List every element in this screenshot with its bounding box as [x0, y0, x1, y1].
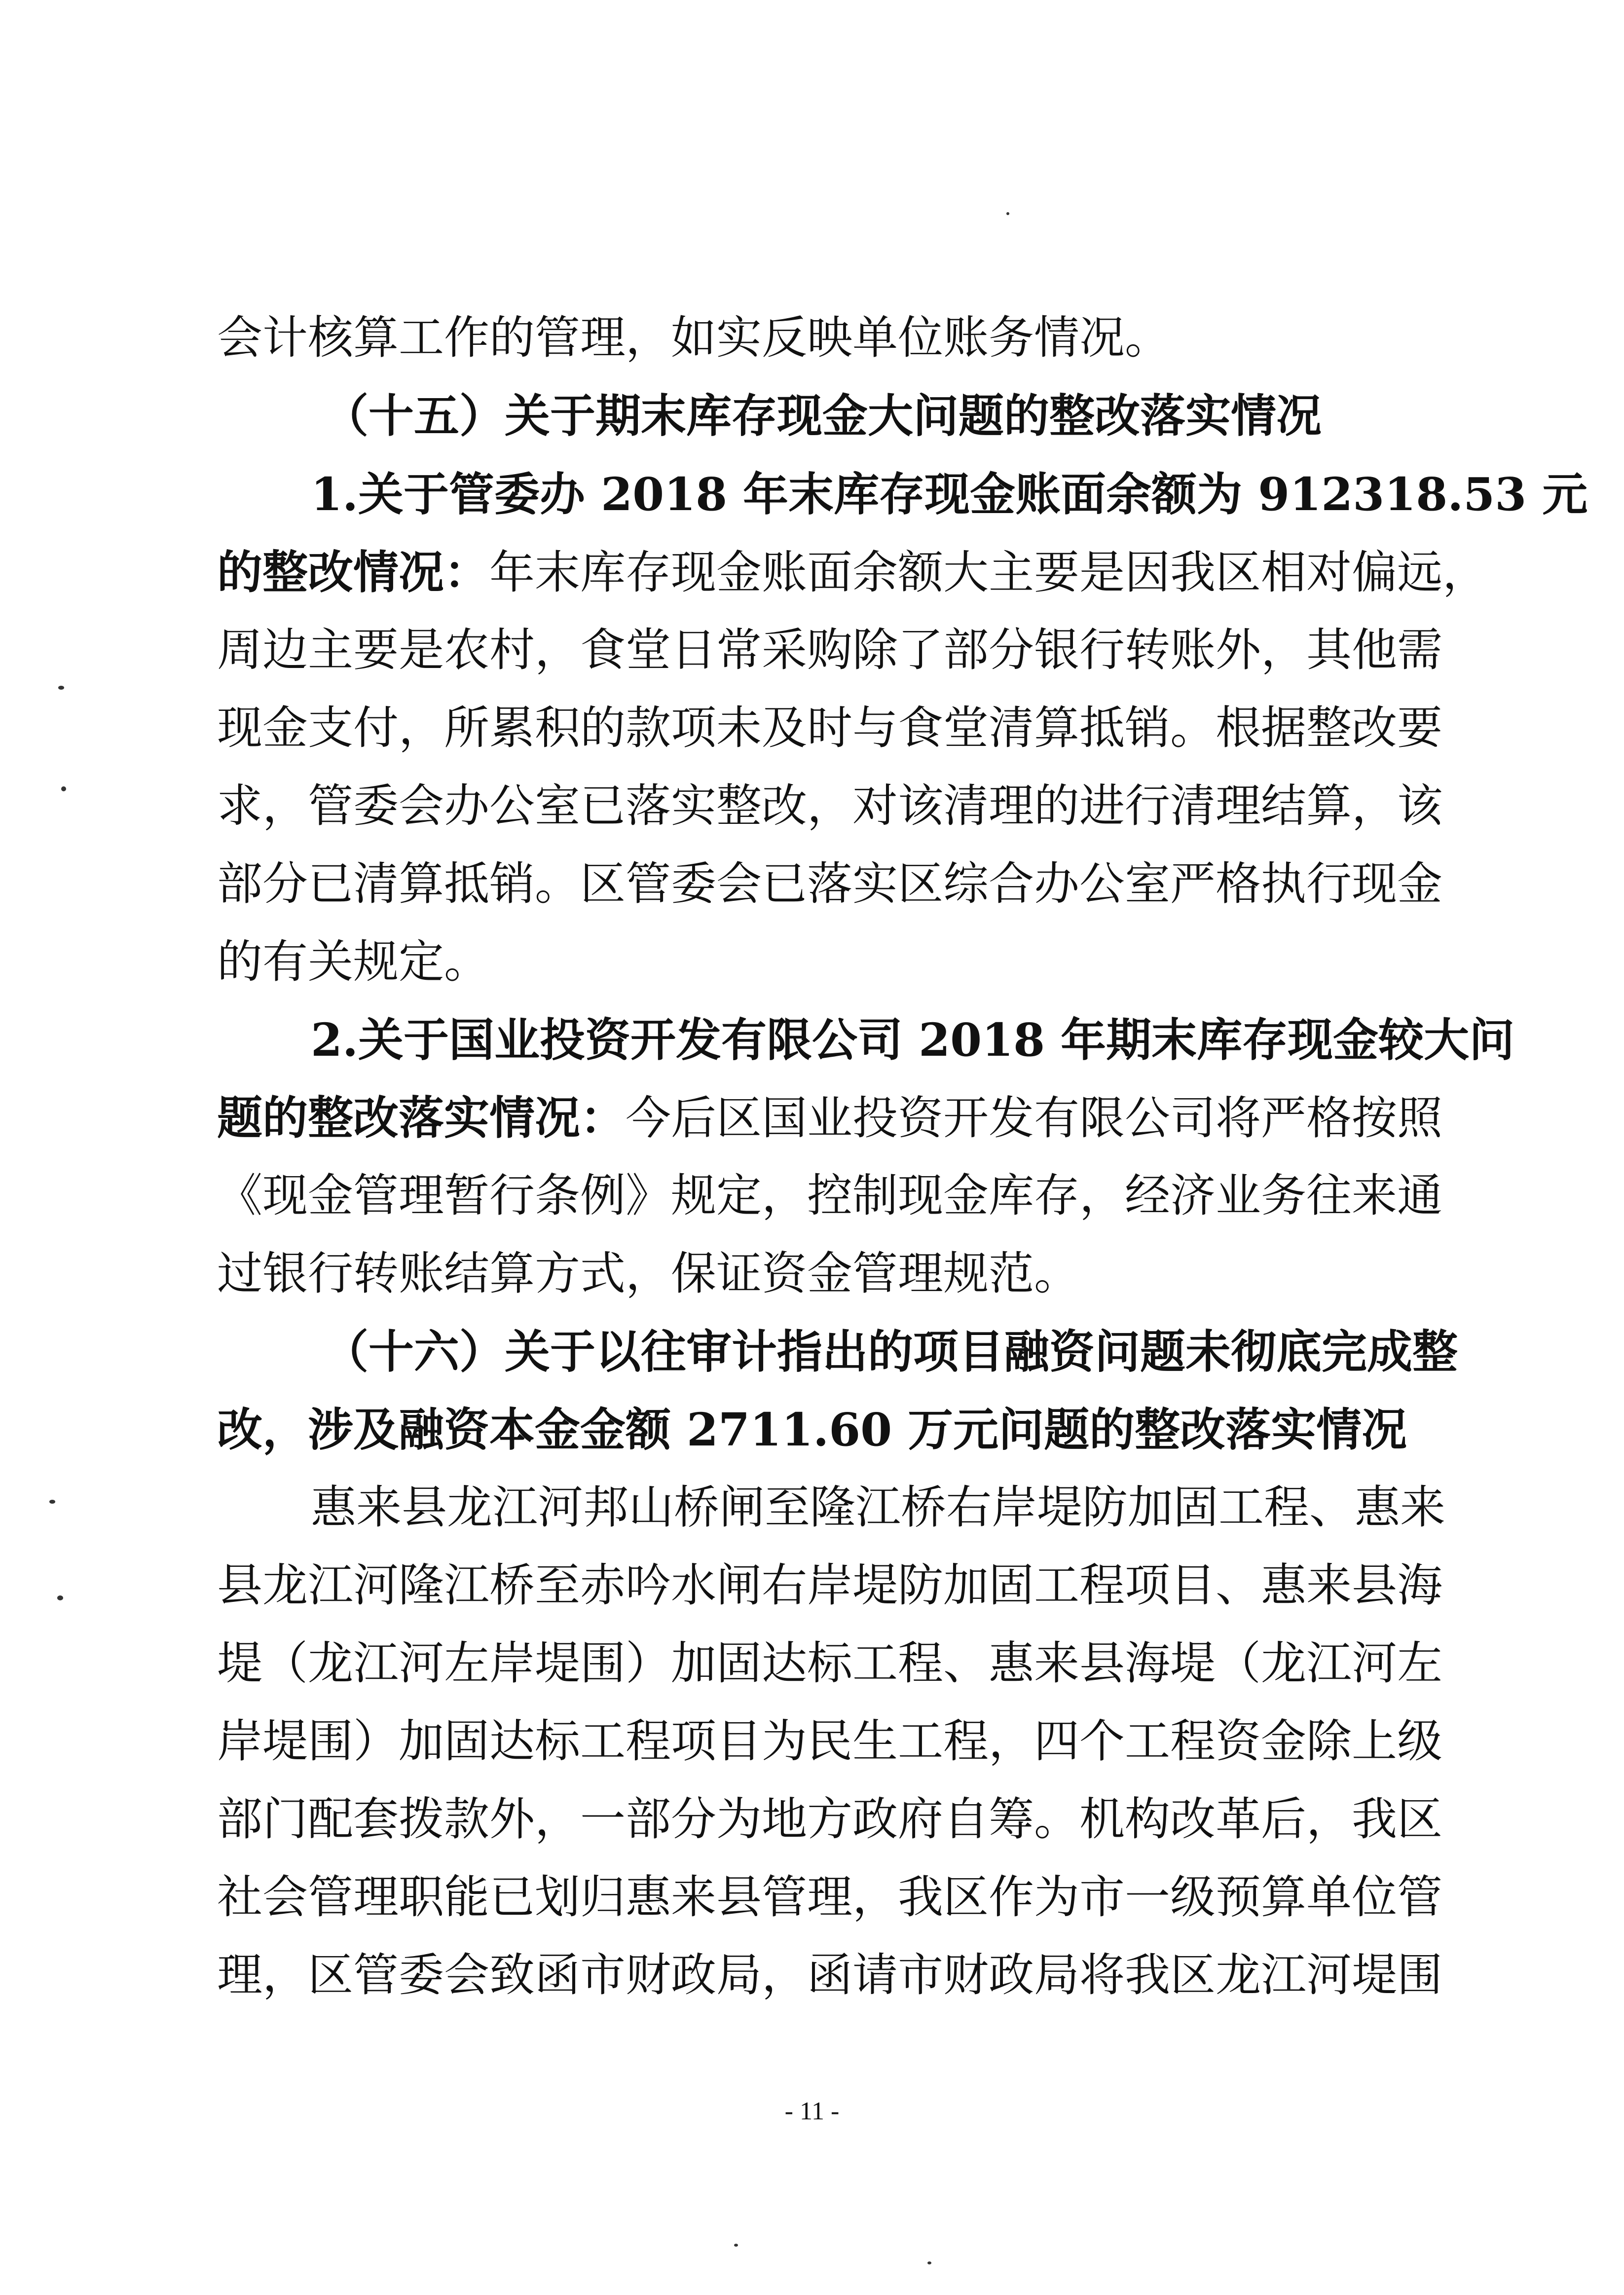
section-heading-15: （十五）关于期末库存现金大问题的整改落实情况 [323, 389, 1322, 443]
text-line-mixed [217, 543, 1488, 602]
scan-speck [61, 786, 66, 791]
text-line: 县龙江河隆江桥至赤吟水闸右岸堤防加固工程项目、惠来县海 [217, 1559, 1443, 1612]
text-line: 过银行转账结算方式，保证资金管理规范。 [217, 1247, 1080, 1300]
text-line: 理，区管委会致函市财政局，函请市财政局将我区龙江河堤围 [217, 1949, 1443, 2001]
section-heading-16: （十六）关于以往审计指出的项目融资问题未彻底完成整 [323, 1325, 1458, 1378]
text-line: 部门配套拨款外，一部分为地方政府自筹。机构改革后，我区 [217, 1793, 1443, 1846]
scan-speck [927, 2261, 931, 2264]
subheading-1-cont: 的整改情况： [217, 546, 490, 599]
text-line-mixed [217, 1088, 1443, 1148]
text-segment: 今后区国业投资开发有限公司将严格按照 [626, 1092, 1443, 1145]
subheading-1: 1.关于管委办 2018 年末库存现金账面余额为 912318.53 元 [311, 468, 1588, 521]
scan-speck [1006, 212, 1009, 215]
subheading-2: 2.关于国业投资开发有限公司 2018 年期末库存现金较大问 [311, 1013, 1515, 1067]
section-heading-16-cont: 改，涉及融资本金金额 2711.60 万元问题的整改落实情况 [217, 1403, 1407, 1456]
text-line: 《现金管理暂行条例》规定，控制现金库存，经济业务往来通 [217, 1169, 1443, 1222]
scan-speck [57, 1595, 63, 1600]
page-number: - 11 - [784, 2097, 840, 2125]
subheading-2-cont: 题的整改落实情况： [217, 1091, 626, 1145]
text-segment: 年末库存现金账面余额大主要是因我区相对偏远， [489, 546, 1488, 599]
scan-speck [49, 1500, 55, 1504]
text-line: 的有关规定。 [217, 935, 490, 988]
text-line: 惠来县龙江河邦山桥闸至隆江桥右岸堤防加固工程、惠来 [311, 1481, 1446, 1534]
text-line: 会计核算工作的管理，如实反映单位账务情况。 [217, 311, 1171, 364]
text-line: 社会管理职能已划归惠来县管理，我区作为市一级预算单位管 [217, 1871, 1443, 1924]
text-line: 堤（龙江河左岸堤围）加固达标工程、惠来县海堤（龙江河左 [217, 1637, 1443, 1690]
text-line: 部分已清算抵销。区管委会已落实区综合办公室严格执行现金 [217, 857, 1443, 910]
scan-speck [734, 2244, 738, 2247]
text-line: 求，管委会办公室已落实整改，对该清理的进行清理结算，该 [217, 779, 1443, 832]
text-line: 岸堤围）加固达标工程项目为民生工程，四个工程资金除上级 [217, 1715, 1443, 1768]
scan-speck [58, 686, 64, 690]
text-line: 周边主要是农村，食堂日常采购除了部分银行转账外，其他需 [217, 624, 1443, 676]
text-line: 现金支付，所累积的款项未及时与食堂清算抵销。根据整改要 [217, 702, 1443, 754]
